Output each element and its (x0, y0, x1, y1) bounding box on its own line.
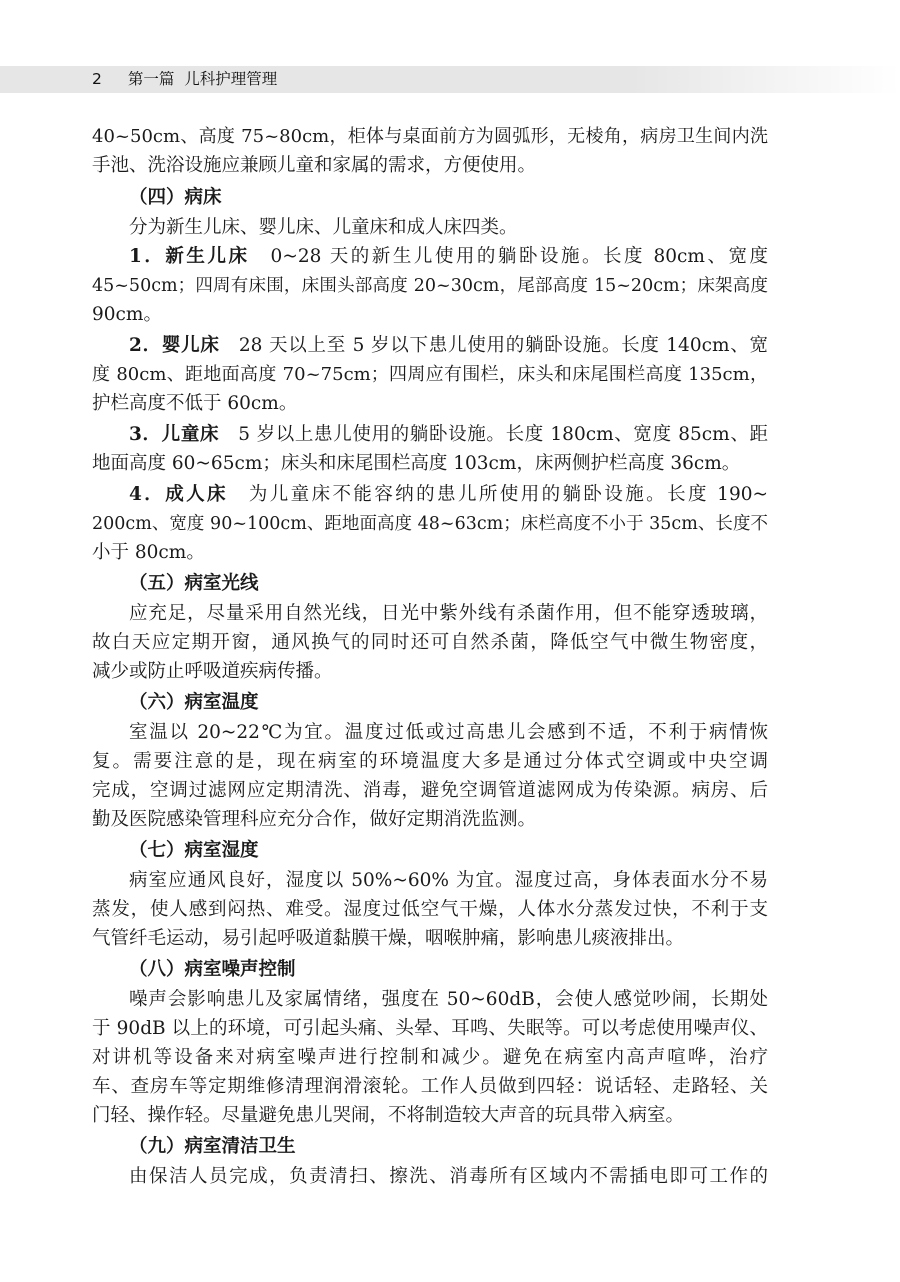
section-heading: （五）病室光线 (129, 573, 259, 594)
item-label: 1．新生儿床 (129, 246, 250, 267)
text-line: 2．婴儿床 28 天以上至 5 岁以下患儿使用的躺卧设施。长度 140cm、宽 (129, 335, 768, 356)
text-line: 90cm。 (92, 304, 162, 325)
text-line: 200cm、宽度 90~100cm、距地面高度 48~63cm；床栏高度不小于 35cm、长度不 (92, 514, 768, 534)
text-line: 由保洁人员完成，负责清扫、擦洗、消毒所有区域内不需插电即可工作的 (129, 1166, 768, 1187)
text-line: 病室应通风良好，湿度以 50%~60% 为宜。湿度过高，身体表面水分不易 (129, 870, 768, 891)
text-line: 40~50cm、高度 75~80cm，柜体与桌面前方为圆弧形，无棱角，病房卫生间内洗 (92, 126, 768, 147)
text-line: 噪声会影响患儿及家属情绪，强度在 50~60dB，会使人感觉吵闹，长期处 (129, 989, 768, 1010)
text-line: 对讲机等设备来对病室噪声进行控制和减少。避免在病室内高声喧哗，治疗 (92, 1047, 768, 1068)
section-heading: （九）病室清洁卫生 (129, 1136, 296, 1157)
part-label: 第一篇 (127, 70, 175, 88)
text-line: 手池、洗浴设施应兼顾儿童和家属的需求，方便使用。 (92, 155, 537, 176)
section-heading: （四）病床 (129, 187, 222, 208)
text-line: 蒸发，使人感到闷热、难受。湿度过低空气干燥，人体水分蒸发过快，不利于支 (92, 899, 768, 920)
text-line: 于 90dB 以上的环境，可引起头痛、头晕、耳鸣、失眠等。可以考虑使用噪声仪、 (92, 1018, 768, 1039)
section-heading: （八）病室噪声控制 (129, 959, 296, 980)
text-line: 3．儿童床 5 岁以上患儿使用的躺卧设施。长度 180cm、宽度 85cm、距 (129, 424, 768, 445)
text-line: 减少或防止呼吸道疾病传播。 (92, 661, 333, 682)
text-line: 应充足，尽量采用自然光线，日光中紫外线有杀菌作用，但不能穿透玻璃， (129, 603, 768, 624)
text-line: 门轻、操作轻。尽量避免患儿哭闹，不将制造较大声音的玩具带入病室。 (92, 1105, 685, 1126)
text-line: 气管纤毛运动，易引起呼吸道黏膜干燥，咽喉肿痛，影响患儿痰液排出。 (92, 928, 685, 949)
text-line: 勤及医院感染管理科应充分合作，做好定期消洗监测。 (92, 809, 537, 830)
text-line: 1．新生儿床 0~28 天的新生儿使用的躺卧设施。长度 80cm、宽度 (129, 246, 768, 267)
running-header (92, 68, 277, 90)
text-line: 室温以 20~22℃为宜。温度过低或过高患儿会感到不适，不利于病情恢 (129, 722, 768, 743)
text-line: 复。需要注意的是，现在病室的环境温度大多是通过分体式空调或中央空调 (92, 751, 768, 772)
text-line: 4．成人床 为儿童床不能容纳的患儿所使用的躺卧设施。长度 190~ (129, 484, 768, 505)
section-heading: （七）病室湿度 (129, 840, 259, 861)
text-line: 地面高度 60~65cm；床头和床尾围栏高度 103cm，床两侧护栏高度 36cm。 (92, 453, 741, 474)
text-line: 度 80cm、距地面高度 70~75cm；四周应有围栏，床头和床尾围栏高度 135cm， (92, 364, 768, 385)
item-label: 2．婴儿床 (129, 335, 220, 356)
text-line: 故白天应定期开窗，通风换气的同时还可自然杀菌，降低空气中微生物密度， (92, 632, 768, 653)
text-line: 护栏高度不低于 60cm。 (92, 393, 298, 414)
text-line: 完成，空调过滤网应定期清洗、消毒，避免空调管道滤网成为传染源。病房、后 (92, 780, 768, 801)
text-line: 车、查房车等定期维修清理润滑滚轮。工作人员做到四轻：说话轻、走路轻、关 (92, 1076, 768, 1097)
text-line: 分为新生儿床、婴儿床、儿童床和成人床四类。 (129, 217, 518, 238)
page-number: 2 (92, 70, 102, 88)
text-line: 45~50cm；四周有床围，床围头部高度 20~30cm，尾部高度 15~20cm；床架高度 (92, 276, 768, 296)
item-label: 4．成人床 (129, 484, 228, 505)
section-heading: （六）病室温度 (129, 692, 259, 713)
item-label: 3．儿童床 (129, 424, 220, 445)
text-line: 小于 80cm。 (92, 542, 205, 563)
chapter-title: 儿科护理管理 (184, 70, 278, 88)
